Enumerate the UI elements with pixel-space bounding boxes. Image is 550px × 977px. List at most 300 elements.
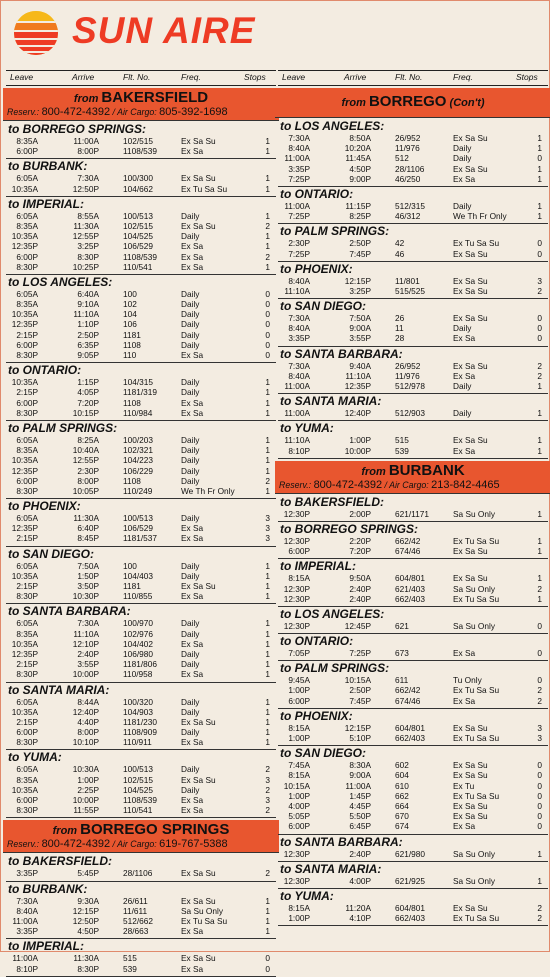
column-header — [278, 70, 548, 86]
leave-time: 12:30P — [283, 508, 310, 519]
stops: 0 — [537, 333, 542, 344]
destination-heading: to SAN DIEGO: — [280, 746, 366, 761]
flight-row — [6, 136, 276, 146]
frequency: Ex Sa Su — [453, 313, 488, 324]
leave-time: 8:10P — [16, 963, 38, 974]
leave-time: 10:35A — [11, 784, 38, 795]
column-header-stops: Stops — [516, 72, 538, 82]
column-header — [6, 70, 276, 86]
frequency: Daily — [181, 659, 200, 670]
destination-heading: to SANTA BARBARA: — [280, 346, 403, 361]
frequency: Ex Sa — [453, 648, 476, 659]
flight-row — [6, 926, 276, 936]
flight-row — [278, 446, 548, 456]
flight-row — [6, 717, 276, 727]
leave-time: 6:00P — [288, 695, 310, 706]
flight-row — [6, 486, 276, 496]
left-column — [6, 70, 276, 977]
leave-time: 8:40A — [16, 905, 38, 916]
arrive-time: 8:00P — [77, 475, 99, 486]
flight-number: 100/513 — [123, 513, 153, 524]
cargo-phone: 213-842-4465 — [431, 478, 500, 491]
flight-number: 100/300 — [123, 173, 153, 184]
destination-section — [278, 120, 548, 187]
frequency: Ex Sa — [181, 241, 204, 252]
destination-heading: to IMPERIAL: — [8, 196, 84, 211]
arrive-time: 12:45P — [344, 620, 371, 631]
leave-time: 6:00P — [16, 339, 38, 350]
flight-row — [6, 330, 276, 340]
arrive-time: 7:25P — [349, 648, 371, 659]
frequency: Ex Sa Su — [453, 800, 488, 811]
arrive-time: 4:00P — [349, 875, 371, 886]
leave-time: 7:25P — [288, 211, 310, 222]
arrive-time: 8:50A — [349, 133, 371, 143]
arrive-time: 3:25P — [77, 241, 99, 252]
leave-time: 1:00P — [288, 913, 310, 924]
cargo-phone: 805-392-1698 — [159, 106, 228, 118]
stops: 1 — [265, 696, 270, 707]
stops: 3 — [265, 533, 270, 544]
stops: 1 — [265, 706, 270, 717]
destination-section — [6, 276, 276, 363]
origin-banner — [3, 88, 279, 121]
destination-section — [278, 635, 548, 661]
frequency: We Th Fr Only — [181, 485, 235, 496]
arrive-time: 7:20P — [349, 546, 371, 557]
leave-time: 2:15P — [16, 387, 38, 398]
flight-number: 539 — [123, 963, 137, 974]
flight-row — [6, 581, 276, 591]
leave-time: 10:35A — [11, 706, 38, 717]
flight-number: 662/403 — [395, 913, 425, 924]
frequency: Daily — [181, 628, 200, 639]
flight-number: 1108 — [123, 397, 141, 408]
arrive-time: 12:15P — [344, 275, 371, 286]
flight-row — [6, 435, 276, 445]
flight-number: 106/529 — [123, 523, 153, 534]
flight-number: 110/541 — [123, 261, 153, 272]
stops: 1 — [265, 648, 270, 659]
brand-name: SUN AIRE — [72, 10, 256, 51]
frequency: Sa Su Only — [453, 848, 495, 859]
arrive-time: 8:25P — [349, 211, 371, 222]
arrive-time: 1:00P — [349, 435, 371, 446]
arrive-time: 12:55P — [72, 231, 99, 242]
leave-time: 7:30A — [288, 313, 310, 324]
arrive-time: 3:55P — [349, 333, 371, 344]
flight-row — [278, 201, 548, 211]
stops: 2 — [537, 370, 542, 381]
stops: 1 — [265, 618, 270, 629]
frequency: Daily — [453, 153, 472, 164]
flight-number: 512/662 — [123, 915, 153, 926]
stops: 3 — [265, 795, 270, 805]
flight-row — [278, 801, 548, 811]
flight-number: 610 — [395, 780, 409, 791]
flight-number: 604/801 — [395, 722, 425, 733]
flight-number: 604 — [395, 770, 409, 781]
stops: 2 — [537, 360, 542, 371]
stops: 0 — [537, 648, 542, 659]
arrive-time: 9:30A — [77, 895, 99, 906]
arrive-time: 8:30P — [77, 251, 99, 262]
destination-section — [6, 883, 276, 940]
leave-time: 6:05A — [16, 288, 38, 299]
frequency: Daily — [181, 618, 200, 629]
frequency: Ex Sa Su — [181, 895, 216, 906]
arrive-time: 1:10P — [77, 319, 99, 330]
destination-heading: to SANTA MARIA: — [8, 682, 110, 697]
frequency: Daily — [453, 408, 472, 419]
arrive-time: 8:45P — [77, 533, 99, 544]
leave-time: 8:30P — [16, 407, 38, 418]
flight-number: 110/541 — [123, 805, 153, 816]
stops: 0 — [537, 238, 542, 249]
flight-row — [6, 618, 276, 628]
destination-section — [6, 364, 276, 421]
frequency: Daily — [181, 648, 200, 659]
frequency: Ex Sa Su — [181, 136, 216, 146]
stops: 1 — [537, 445, 542, 456]
arrive-time: 10:15P — [72, 407, 99, 418]
flight-row — [278, 164, 548, 174]
arrive-time: 3:25P — [349, 285, 371, 296]
flight-row — [278, 153, 548, 163]
sun-aire-logo — [10, 8, 310, 56]
arrive-time: 2:25P — [77, 784, 99, 795]
flight-number: 674/46 — [395, 695, 421, 706]
leave-time: 4:00P — [288, 800, 310, 811]
stops: 1 — [537, 435, 542, 446]
frequency: Ex Sa Su — [453, 811, 488, 822]
frequency: Daily — [181, 434, 200, 445]
flight-row — [278, 174, 548, 184]
arrive-time: 8:00P — [77, 727, 99, 738]
flight-row — [6, 408, 276, 418]
frequency: Ex Sa — [453, 821, 476, 832]
flight-row — [6, 697, 276, 707]
frequency: Ex Sa — [453, 370, 476, 381]
frequency: Ex Sa — [181, 523, 204, 534]
flight-row — [278, 675, 548, 685]
stops: 1 — [265, 905, 270, 916]
stops: 2 — [537, 685, 542, 696]
flight-row — [6, 476, 276, 486]
arrive-time: 11:20A — [345, 902, 371, 913]
flight-row — [278, 849, 548, 859]
flight-row — [6, 707, 276, 717]
arrive-time: 8:25A — [77, 434, 99, 445]
flight-row — [6, 896, 276, 906]
stops: 3 — [537, 722, 542, 733]
flight-row — [278, 323, 548, 333]
stops: 1 — [265, 915, 270, 926]
flight-row — [278, 876, 548, 886]
arrive-time: 12:40P — [72, 706, 99, 717]
flight-row — [278, 509, 548, 519]
reservations-phone: 800-472-4392 — [41, 838, 111, 851]
destination-section — [278, 395, 548, 421]
destination-heading: to BAKERSFIELD: — [280, 494, 384, 509]
flight-row — [6, 916, 276, 926]
arrive-time: 12:40P — [344, 408, 371, 419]
leave-time: 12:35P — [11, 241, 38, 252]
column-header-freq: Freq. — [181, 72, 201, 82]
leave-time: 2:30P — [288, 238, 310, 249]
leave-time: 3:35P — [16, 926, 38, 937]
stops: 1 — [265, 397, 270, 408]
flight-number: 106/229 — [123, 465, 153, 476]
flight-number: 1181/230 — [123, 716, 157, 727]
leave-time: 6:00P — [16, 397, 38, 408]
destination-section — [6, 123, 276, 159]
destination-section — [278, 710, 548, 746]
arrive-time: 2:40P — [77, 648, 99, 659]
frequency: Ex Tu Sa Su — [181, 915, 228, 926]
reservations-label: Reserv.: — [7, 107, 40, 117]
column-header-flight: Flt. No. — [395, 72, 423, 82]
stops: 0 — [265, 288, 270, 299]
frequency: Ex Tu Sa Su — [181, 183, 228, 194]
frequency: Ex Sa — [181, 638, 204, 649]
frequency: Sa Su Only — [453, 508, 495, 519]
arrive-time: 9:10A — [77, 299, 99, 310]
flight-number: 662/403 — [395, 593, 425, 604]
flight-number: 664 — [395, 800, 409, 811]
reservations-line — [7, 107, 275, 118]
leave-time: 10:35A — [11, 638, 38, 649]
stops: 0 — [265, 299, 270, 310]
flight-row — [278, 133, 548, 143]
stops: 1 — [265, 455, 270, 466]
destination-section — [278, 496, 548, 522]
frequency: Daily — [453, 381, 472, 391]
leave-time: 11:00A — [284, 153, 310, 164]
frequency: Ex Tu Sa Su — [453, 685, 500, 696]
stops: 1 — [265, 591, 270, 602]
frequency: Daily — [181, 455, 200, 466]
arrive-time: 10:15A — [344, 675, 371, 686]
frequency: Ex Sa — [453, 445, 476, 456]
flight-row — [6, 340, 276, 350]
arrive-time: 11:10A — [73, 309, 99, 320]
leave-time: 1:00P — [288, 733, 310, 743]
arrive-time: 10:40A — [72, 445, 99, 456]
flight-row — [278, 760, 548, 770]
flight-row — [278, 371, 548, 381]
cargo-label: / Air Cargo: — [112, 839, 157, 850]
flight-number: 662/42 — [395, 535, 421, 546]
arrive-time: 11:30A — [73, 513, 99, 524]
origin-name: BURBANK — [388, 461, 465, 479]
destination-heading: to YUMA: — [280, 421, 334, 436]
arrive-time: 12:50P — [72, 183, 99, 194]
frequency: Daily — [181, 339, 200, 350]
arrive-time: 10:00P — [344, 445, 371, 456]
flight-row — [6, 629, 276, 639]
destination-section — [278, 422, 548, 458]
frequency: Ex Sa — [181, 737, 204, 748]
frequency: Ex Sa Su — [181, 173, 216, 184]
arrive-time: 8:30A — [349, 760, 371, 771]
flight-number: 102/976 — [123, 628, 153, 639]
leave-time: 8:40A — [288, 323, 310, 334]
leave-time: 6:00P — [16, 251, 38, 262]
flight-number: 515/525 — [395, 285, 425, 296]
leave-time: 1:00P — [288, 790, 310, 801]
stops: 2 — [537, 913, 542, 924]
frequency: Sa Su Only — [453, 875, 495, 886]
frequency: Ex Sa Su — [181, 774, 216, 785]
destination-section — [278, 608, 548, 634]
flight-number: 621 — [395, 620, 409, 631]
destination-heading: to SANTA MARIA: — [280, 861, 382, 876]
column-header-freq: Freq. — [453, 72, 473, 82]
stops: 0 — [537, 800, 542, 811]
destination-heading: to LOS ANGELES: — [8, 274, 113, 289]
frequency: Ex Sa — [181, 805, 204, 816]
destination-heading: to BAKERSFIELD: — [8, 854, 112, 869]
right-column — [278, 70, 548, 926]
flight-row — [6, 649, 276, 659]
flight-row — [6, 571, 276, 581]
stops: 1 — [537, 163, 542, 174]
flight-number: 539 — [395, 445, 409, 456]
frequency: Ex Sa — [181, 261, 204, 272]
frequency: Ex Sa — [181, 669, 204, 680]
leave-time: 10:35A — [11, 231, 38, 242]
arrive-time: 2:50P — [349, 685, 371, 696]
arrive-time: 9:05P — [77, 350, 99, 360]
frequency: Daily — [181, 377, 200, 388]
stops: 1 — [265, 407, 270, 418]
arrive-time: 7:50A — [77, 560, 99, 571]
flight-number: 515 — [123, 953, 137, 964]
stops: 1 — [537, 143, 542, 154]
flight-number: 104/903 — [123, 706, 153, 717]
flight-row — [6, 764, 276, 774]
flight-number: 110/855 — [123, 591, 153, 602]
flight-number: 28 — [395, 333, 405, 344]
frequency: Ex Sa Su — [453, 770, 488, 781]
flight-row — [278, 781, 548, 791]
flight-number: 1181/806 — [123, 659, 157, 670]
stops: 3 — [265, 513, 270, 524]
destination-section — [6, 500, 276, 547]
frequency: Daily — [181, 513, 200, 524]
destination-heading: to PALM SPRINGS: — [8, 420, 118, 435]
leave-time: 8:15A — [288, 770, 310, 781]
flight-number: 26/611 — [123, 895, 148, 906]
stops: 1 — [537, 408, 542, 419]
stops: 1 — [265, 434, 270, 445]
reservations-label: Reserv.: — [7, 839, 40, 850]
frequency: Daily — [181, 465, 200, 476]
frequency: Sa Su Only — [453, 583, 495, 594]
frequency: Daily — [181, 319, 200, 330]
stops: 1 — [265, 210, 270, 221]
origin-title — [279, 463, 547, 480]
flight-number: 1181/537 — [123, 533, 157, 544]
arrive-time: 9:00A — [349, 770, 371, 781]
arrive-time: 10:00P — [72, 669, 99, 680]
frequency: Ex Sa Su — [453, 133, 488, 143]
flight-row — [278, 791, 548, 801]
arrive-time: 11:00A — [345, 780, 371, 791]
leave-time: 2:15P — [16, 659, 38, 670]
stops: 0 — [265, 963, 270, 974]
frequency: Ex Tu Sa Su — [453, 790, 500, 801]
flight-number: 26/952 — [395, 360, 421, 371]
flight-row — [6, 523, 276, 533]
stops: 2 — [265, 475, 270, 486]
frequency: Ex Sa Su — [181, 716, 216, 727]
frequency: Daily — [181, 445, 200, 456]
stops: 2 — [265, 220, 270, 231]
leave-time: 2:15P — [16, 329, 38, 340]
frequency: Ex Sa Su — [453, 360, 488, 371]
flight-row — [278, 249, 548, 259]
stops: 1 — [537, 200, 542, 211]
flight-row — [278, 408, 548, 418]
destination-heading: to ONTARIO: — [280, 634, 354, 649]
arrive-time: 1:50P — [77, 570, 99, 581]
flight-row — [6, 591, 276, 601]
leave-time: 2:15P — [16, 581, 38, 591]
leave-time: 12:30P — [283, 875, 310, 886]
leave-time: 12:35P — [11, 465, 38, 476]
leave-time: 11:00A — [284, 381, 310, 391]
flight-number: 1108/539 — [123, 251, 157, 262]
flight-row — [6, 184, 276, 194]
flight-row — [6, 805, 276, 815]
frequency: Ex Sa Su — [453, 285, 488, 296]
flight-number: 26 — [395, 313, 405, 324]
flight-number: 104/662 — [123, 183, 153, 194]
flight-number: 662/403 — [395, 733, 425, 743]
leave-time: 7:30A — [16, 895, 38, 906]
leave-time: 6:00P — [16, 475, 38, 486]
flight-number: 512/903 — [395, 408, 425, 419]
leave-time: 8:30P — [16, 350, 38, 360]
flight-row — [278, 723, 548, 733]
destination-section — [6, 605, 276, 682]
flight-row — [6, 350, 276, 360]
stops: 0 — [265, 953, 270, 964]
flight-number: 673 — [395, 648, 409, 659]
leave-time: 12:35P — [11, 523, 38, 534]
stops: 2 — [537, 583, 542, 594]
destination-heading: to ONTARIO: — [8, 363, 82, 378]
leave-time: 7:05P — [288, 648, 310, 659]
frequency: Ex Sa Su — [181, 868, 216, 879]
frequency: Ex Sa — [181, 591, 204, 602]
frequency: Daily — [181, 309, 200, 320]
flight-row — [6, 964, 276, 974]
flight-number: 1108/909 — [123, 727, 157, 738]
stops: 1 — [265, 638, 270, 649]
stops: 0 — [537, 620, 542, 631]
flight-number: 104/403 — [123, 570, 153, 581]
column-header-arrive: Arrive — [344, 72, 367, 82]
flight-row — [278, 381, 548, 391]
arrive-time: 11:30A — [73, 953, 99, 964]
flight-number: 11/976 — [395, 143, 420, 154]
leave-time: 6:05A — [16, 210, 38, 221]
flight-number: 110 — [123, 350, 137, 360]
frequency: Sa Su Only — [453, 620, 495, 631]
